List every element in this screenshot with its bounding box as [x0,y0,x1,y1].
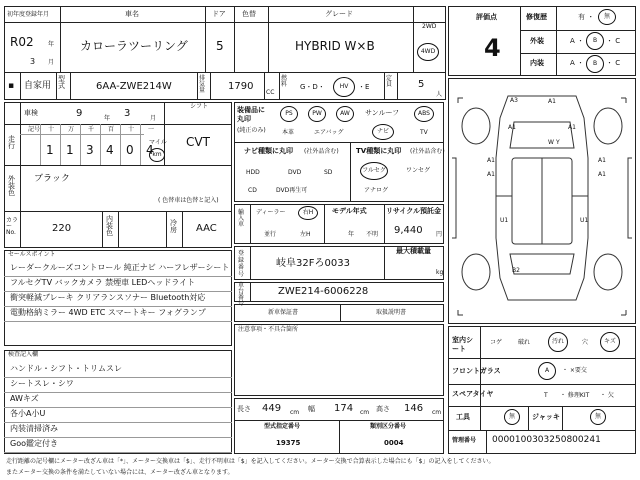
eq-sunroof: サンルーフ [365,109,400,117]
eq-ps-circle: PS [280,106,298,122]
car-diagram [448,78,636,324]
fuel-options: G・D・ [300,83,325,91]
label-displacement: 排気量 [199,75,206,94]
diag-y-label: Y [556,139,560,146]
inspection-month: 3 [124,108,131,119]
label-shift: シフト [190,103,209,110]
navi-dvd: DVD [288,169,302,176]
sales-line-3: 電動格納ミラー 4WD ETC スマートキー フォグランプ [10,308,206,317]
car-name: カローラツーリング [80,39,188,53]
import-left: 左H [300,231,311,238]
width-value: 174 [334,403,354,414]
inspection-year: 9 [76,108,83,119]
int-grade-c: ・ C [606,59,621,67]
insp-line-0: ハンドル・シフト・トリムスレ [10,364,122,373]
label-vin: 車台番号 [238,282,245,307]
odo-unit-6: 一 [148,126,155,133]
odo-digit-5: 4 [146,143,154,157]
odo-unit-0: 記号 [28,126,41,133]
eq-abs-circle: ABS [414,106,434,122]
label-equipment: 装備品に丸印 [237,106,265,123]
insp-line-1: シートスレ・シワ [10,379,74,388]
label-seat: 室内シート [452,336,473,353]
label-recycle: リサイクル預託金 [386,207,442,215]
insp-line-2: AWキズ [10,394,39,403]
label-interior-grade: 内装 [530,59,544,67]
label-exterior: 外装色 [8,175,15,197]
eq-aw-circle: AW [336,106,354,122]
registration-number: 岐阜32Fろ0033 [276,258,350,269]
navi-dvd-play: DVD再生可 [276,187,308,194]
label-tv-sub: (社外品含む) [410,148,445,155]
label-model-year: モデル年式 [332,207,367,215]
insp-line-5: Goo鑑定付き [10,439,58,448]
height-unit: cm [432,409,442,416]
sales-line-1: フルセグTV バックカメラ 禁煙車 LEDヘッドライト [10,278,196,287]
reg-year-unit: 年 [48,41,55,48]
odo-unit-2: 万 [68,126,75,133]
length-value: 449 [262,403,282,414]
label-inspection: 車検 [24,109,38,117]
label-registration: 登録番号 [238,250,245,278]
seat-scratch-circle: キズ [600,332,620,352]
navi-hdd: HDD [246,169,260,176]
spare-kit: ・ 修理KIT [560,392,590,399]
label-type-no: 型式指定番号 [264,423,301,430]
insp-line-3: 各小A小U [10,409,46,418]
odo-digit-4: 0 [126,143,134,157]
usage-type: 自家用 [24,81,52,91]
notes-block [234,324,444,396]
label-class-no: 類別区分番号 [370,423,407,430]
spare-missing: ・ 欠 [600,392,614,399]
type-number: 19375 [276,439,301,447]
diag-w-label: W [548,139,554,146]
diag-a1-l1: A1 [508,124,516,131]
use-icon: ▪ [8,81,15,91]
label-tools: 工具 [456,413,470,421]
inspection-year-unit: 年 [104,115,111,122]
label-windshield: フロントガラス [452,367,501,375]
tv-oneseg: ワンセグ [406,167,431,174]
footer-note-1: 走行距離の記号欄にメーター改ざん車は「*」、メーター交換車は「$」、走行不明車は「$」を記入してください。メーター交換で合算表示した場合にも「$」の記入をしてください。 [6,458,495,465]
fuel-e: ・E [358,83,370,91]
int-grade-b-circle: B [586,55,604,73]
windshield-a-circle: A [538,362,556,380]
height-value: 146 [404,403,424,414]
ext-grade-c: ・ C [606,37,621,45]
repair-no-circle: 無 [598,9,616,25]
odo-digit-2: 3 [86,143,94,157]
import-right-circle: 右H [298,206,318,220]
label-equipment-sub: (純正のみ) [237,127,266,134]
label-exterior-grade: 外装 [530,37,544,45]
insp-line-4: 内装清掃済み [10,424,58,433]
score-value: 4 [484,34,501,62]
label-ac: 冷房 [170,219,177,234]
tv-analog: アナログ [364,187,389,194]
ext-grade-b-circle: B [586,32,604,50]
label-length: 長さ [237,405,251,413]
grade-value: HYBRID W×B [295,39,375,53]
model-year-unit: 年 [348,231,355,238]
int-grade-a: A ・ [570,59,585,67]
mile-label: マイル [149,139,167,146]
import-parallel: 並行 [264,231,277,238]
label-navi-type: ナビ種類に丸印 [244,147,293,155]
eq-navi-circle: ナビ [372,124,394,140]
odo-digit-0: 1 [46,143,54,157]
eq-pw-circle: PW [308,106,326,122]
import-dealer: ディーラー [256,209,286,216]
repair-yes: 有 ・ [578,13,595,21]
eq-airbag: エアバッグ [314,129,344,136]
label-height: 高さ [376,405,390,413]
windshield-replace: ・ ×要交 [562,367,587,374]
label-notes: 注意事項・不具合箇所 [238,326,299,333]
diag-a1-rf: A1 [598,157,606,164]
drive-4wd-circle: 4WD [417,43,439,61]
management-number: 0000100303250800241 [492,435,601,445]
reg-era: R02 [10,35,34,49]
model-code: 6AA-ZWE214W [96,81,172,92]
label-interior: 内装色 [106,215,113,237]
warranty-block [234,304,444,322]
label-jack: ジャッキ [532,413,560,421]
warranty-manual: 取扱説明書 [376,309,407,316]
spare-t: T [544,392,548,399]
diag-u1-left: U1 [500,217,509,224]
diag-a1-lf: A1 [487,157,495,164]
reg-month-unit: 月 [48,59,55,66]
label-tv-type: TV種類に丸印 [356,147,402,155]
label-car-name: 車名 [125,10,139,18]
reg-month: 3 [30,57,36,66]
class-number: 0004 [384,439,404,447]
recycle-unit: 円 [436,231,443,238]
label-color-no: カラーNo. [6,217,19,236]
label-model: 型式 [58,75,65,90]
shift-value: CVT [186,135,210,149]
load-unit: kg [436,269,444,276]
label-mileage: 走行 [8,135,15,150]
label-capacity: 定員 [386,75,393,88]
label-first-reg: 初年度登録年月 [7,11,50,18]
label-2wd: 2WD [422,23,437,30]
label-door: ドア [212,10,226,18]
label-grade: グレード [325,10,353,18]
seat-hole: 穴 [582,339,589,346]
label-import: 輸入車 [238,209,245,228]
cc-unit: CC [266,89,275,96]
label-navi-sub: (社外品含む) [304,148,339,155]
seat-stain-circle: 汚れ [548,332,568,352]
seat-burn: コゲ [490,339,503,346]
footer-note-2: またメーター交換の条件を満たしていない場合には、メーター改ざん車となります。 [6,469,234,476]
capacity: 5 [418,79,425,90]
diag-a1-r1: A1 [568,124,576,131]
label-width: 幅 [308,405,315,413]
recycle-fee: 9,440 [394,225,423,236]
navi-sd: SD [324,169,333,176]
label-inspection-notes: 検査記入欄 [8,351,39,358]
label-score: 評価点 [476,13,497,21]
odo-digit-3: 4 [106,143,114,157]
label-fuel: 燃料 [281,75,288,88]
color-number: 220 [52,223,72,234]
odo-unit-5: 十 [128,126,135,133]
diag-a3: A3 [510,97,518,104]
odo-unit-4: 百 [108,126,115,133]
diag-b2: B2 [512,267,520,274]
label-spare-tire: スペアタイヤ [452,390,494,398]
ac-value: AAC [196,223,217,234]
eq-leather: 本革 [282,129,295,136]
navi-cd: CD [248,187,257,194]
fuel-hv-circle: HV [333,77,355,97]
sales-line-2: 衝突軽減ブレーキ クリアランスソナー Bluetooth対応 [10,293,206,302]
warranty-new: 新車保証書 [268,309,299,316]
exterior-color: ブラック [34,174,70,184]
label-color-change: 色替 [242,10,256,18]
width-unit: cm [360,409,370,416]
label-sales: セールスポイント [8,251,56,258]
length-unit: cm [290,409,300,416]
seat-tear: 破れ [518,339,531,346]
odo-unit-3: 千 [88,126,95,133]
km-circle: km [149,148,165,162]
odo-digit-1: 1 [66,143,74,157]
tools-none-circle: 無 [504,409,520,425]
odo-unit-1: 十 [48,126,55,133]
diag-a1-front: A1 [548,98,556,105]
color-change-note: ( 色替車は色替と記入) [158,197,219,204]
diag-u1-right: U1 [580,217,589,224]
label-mgmt-no: 管理番号 [452,437,477,444]
jack-none-circle: 無 [590,409,606,425]
ext-grade-a: A ・ [570,37,585,45]
diag-a1-lm: A1 [487,171,495,178]
door-count: 5 [216,39,224,53]
sales-line-0: レーダークルーズコントロール 純正ナビ ハーフレザーシート [10,263,230,272]
displacement: 1790 [228,81,254,92]
tv-fullseg-circle: フルセグ [360,162,388,180]
capacity-unit: 人 [436,91,443,98]
eq-tv: TV [420,129,428,136]
label-repair: 修復歴 [526,13,547,21]
inspection-month-unit: 月 [150,115,157,122]
diag-a1-rm: A1 [598,171,606,178]
vin-number: ZWE214-6006228 [278,286,369,297]
model-year-unknown: 不明 [366,231,379,238]
label-max-load: 最大積載量 [396,247,431,255]
